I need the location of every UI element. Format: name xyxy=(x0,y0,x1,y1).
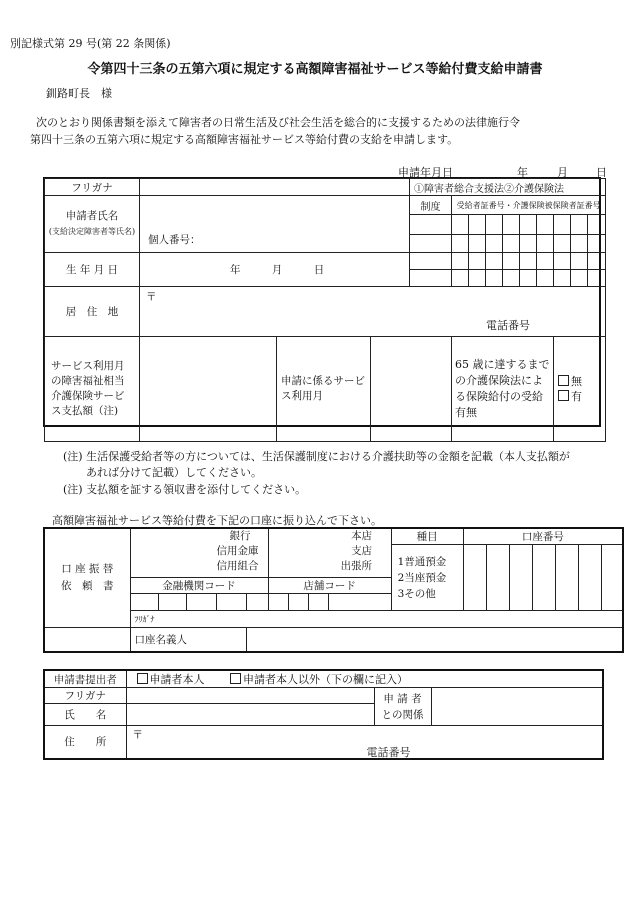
cert-digit[interactable] xyxy=(486,253,503,270)
submitter-postal-mark: 〒 xyxy=(132,729,143,741)
cert-digit[interactable] xyxy=(588,235,606,253)
form-number: 別記様式第 29 号(第 22 条関係) xyxy=(10,37,171,50)
bank-code-spacer xyxy=(246,594,268,611)
account-digit[interactable] xyxy=(601,545,623,611)
cert-digit[interactable] xyxy=(520,270,537,287)
cert-digit[interactable] xyxy=(554,253,571,270)
submitter-phone-label: 電話番号 xyxy=(366,746,411,759)
account-digit[interactable] xyxy=(578,545,601,611)
cert-digit[interactable] xyxy=(537,215,554,235)
branch-shiten: 支店 xyxy=(351,545,373,557)
branch-honten: 本店 xyxy=(351,530,373,542)
bank-type-ginko: 銀行 xyxy=(229,530,251,542)
address-field[interactable] xyxy=(140,287,606,337)
birthdate-label: 生 年 月 日 xyxy=(45,253,140,287)
option-none[interactable] xyxy=(558,374,605,389)
transfer-label-1: 口 座 振 替 xyxy=(61,563,114,575)
applicant-name-field[interactable] xyxy=(140,196,410,253)
birth-year: 年 xyxy=(230,264,241,276)
account-type-3[interactable]: 3その他 xyxy=(397,587,436,600)
relation-label xyxy=(374,688,431,726)
cert-digit[interactable] xyxy=(537,235,554,253)
relation-field[interactable] xyxy=(431,688,603,726)
bank-code-digit[interactable] xyxy=(130,594,158,611)
cert-digit[interactable] xyxy=(571,235,588,253)
bank-code-digit[interactable] xyxy=(216,594,246,611)
submitter-furigana-field[interactable] xyxy=(126,688,374,704)
service-month-field[interactable] xyxy=(371,337,452,442)
cert-digit[interactable] xyxy=(520,253,537,270)
address-label: 居 住 地 xyxy=(45,287,140,337)
application-date-label: 申請年月日 xyxy=(398,166,453,179)
option-self-label: 申請者本人 xyxy=(149,673,205,686)
type-header: 種目 xyxy=(391,528,463,545)
branch-name-field[interactable] xyxy=(268,528,391,578)
cert-digit[interactable] xyxy=(588,270,606,287)
date-day: 日 xyxy=(596,166,607,179)
cert-digit[interactable] xyxy=(469,270,486,287)
cert-digit[interactable] xyxy=(503,270,520,287)
seido-cell-2[interactable] xyxy=(410,235,452,253)
seido-cell-4[interactable] xyxy=(410,270,452,287)
addressee: 釧路町長 様 xyxy=(46,87,112,100)
option-none-label: 無 xyxy=(571,375,583,388)
account-type-options xyxy=(391,545,463,611)
cert-digit[interactable] xyxy=(452,253,469,270)
cert-digit[interactable] xyxy=(571,253,588,270)
relation-label-2: との関係 xyxy=(381,708,424,721)
submitter-address-field[interactable] xyxy=(126,726,603,759)
cert-digit[interactable] xyxy=(537,270,554,287)
law-selection: ①障害者総合支援法②介護保険法 xyxy=(410,179,606,196)
cert-digit[interactable] xyxy=(588,215,606,235)
submitter-address-label: 住 所 xyxy=(44,726,126,759)
cert-digit[interactable] xyxy=(520,215,537,235)
option-have[interactable] xyxy=(558,389,605,404)
relation-label-1: 申 請 者 xyxy=(383,692,422,705)
intro-line-2: 第四十三条の五第六項に規定する高額障害福祉サービス等給付費の支給を申請します。 xyxy=(30,133,459,146)
bank-code-header: 金融機関コード xyxy=(130,578,268,594)
submitter-furigana-label: フリガナ xyxy=(44,688,126,704)
bank-label-spacer xyxy=(44,628,130,652)
cert-digit[interactable] xyxy=(571,215,588,235)
cert-digit[interactable] xyxy=(537,253,554,270)
cert-digit[interactable] xyxy=(554,215,571,235)
submitter-table xyxy=(43,669,604,760)
account-digit[interactable] xyxy=(463,545,486,611)
submitter-label: 申請書提出者 xyxy=(44,670,126,688)
cert-digit[interactable] xyxy=(486,235,503,253)
account-number-header: 口座番号 xyxy=(463,528,623,545)
cert-digit[interactable] xyxy=(520,235,537,253)
date-month: 月 xyxy=(557,166,568,179)
account-type-2[interactable]: 2当座預金 xyxy=(397,571,447,584)
option-other-label: 申請者本人以外（下の欄に記入） xyxy=(243,673,408,686)
bank-code-digit[interactable] xyxy=(186,594,216,611)
date-year: 年 xyxy=(517,166,528,179)
cert-digit[interactable] xyxy=(452,235,469,253)
holder-name-field[interactable] xyxy=(246,628,623,652)
submitter-name-field[interactable] xyxy=(126,704,374,726)
individual-number-label: 個人番号： xyxy=(148,234,201,246)
age65-options xyxy=(554,337,606,442)
seido-cell-1[interactable] xyxy=(410,215,452,235)
submitter-name-label: 氏 名 xyxy=(44,704,126,726)
cert-digit[interactable] xyxy=(469,215,486,235)
bank-code-digit[interactable] xyxy=(158,594,186,611)
branch-code-digit[interactable] xyxy=(288,594,308,611)
transfer-request-label xyxy=(44,528,130,628)
phone-label: 電話番号 xyxy=(486,319,530,332)
holder-label: 口座名義人 xyxy=(130,628,246,652)
applicant-table xyxy=(44,178,606,442)
cert-digit[interactable] xyxy=(452,215,469,235)
account-digit[interactable] xyxy=(509,545,532,611)
bank-lead: 高額障害福祉サービス等給付費を下記の口座に振り込んで下さい。 xyxy=(52,514,382,527)
account-digit[interactable] xyxy=(555,545,578,611)
postal-mark: 〒 xyxy=(146,291,157,303)
birthdate-field[interactable] xyxy=(140,253,410,287)
seido-cell-3[interactable] xyxy=(410,253,452,270)
birth-day: 日 xyxy=(313,264,325,276)
cert-digit[interactable] xyxy=(554,235,571,253)
birth-month: 月 xyxy=(271,264,283,276)
cert-digit[interactable] xyxy=(486,270,503,287)
name-sub-label: (支給決定障害者等氏名) xyxy=(48,227,136,236)
cert-digit[interactable] xyxy=(554,270,571,287)
cert-digit[interactable] xyxy=(486,215,503,235)
bank-table xyxy=(43,527,624,653)
note-1a: (注) 生活保護受給者等の方については、生活保護制度における介護扶助等の金額を記載（本人支払額が xyxy=(63,450,570,463)
branch-code-digit[interactable] xyxy=(308,594,328,611)
bank-type-kumiai: 信用組合 xyxy=(216,560,259,572)
checkbox-have[interactable] xyxy=(558,390,569,401)
applicant-name-label xyxy=(45,196,140,253)
cert-digit[interactable] xyxy=(503,253,520,270)
cert-digit[interactable] xyxy=(571,270,588,287)
bank-name-field[interactable] xyxy=(130,528,268,578)
branch-shucchojo: 出張所 xyxy=(340,560,373,572)
form-title: 令第四十三条の五第六項に規定する高額障害福祉サービス等給付費支給申請書 xyxy=(87,62,543,77)
service-amount-field[interactable] xyxy=(140,337,277,442)
holder-furigana-row[interactable] xyxy=(130,611,623,628)
account-digit[interactable] xyxy=(486,545,509,611)
checkbox-self[interactable] xyxy=(137,673,148,684)
note-1b: あれば分けて記載）してください。 xyxy=(86,466,262,479)
holder-furigana-label: ﾌﾘｶﾞﾅ xyxy=(134,614,155,624)
note-2: (注) 支払額を証する領収書を添付してください。 xyxy=(63,483,307,496)
account-digit[interactable] xyxy=(532,545,555,611)
option-have-label: 有 xyxy=(571,390,583,403)
cert-digit[interactable] xyxy=(452,270,469,287)
cert-number-header: 受給者証番号・介護保険被保険者証番号 xyxy=(452,196,606,215)
service-month-label: 申請に係るサービス利用月 xyxy=(277,337,371,442)
branch-code-spacer xyxy=(328,594,391,611)
furigana-label: フリガナ xyxy=(45,179,140,196)
seido-header: 制度 xyxy=(410,196,452,215)
transfer-label-2: 依 頼 書 xyxy=(61,580,114,592)
submitter-options xyxy=(126,670,603,688)
bank-type-kinko: 信用金庫 xyxy=(216,545,259,557)
branch-code-header: 店舗コード xyxy=(268,578,391,594)
cert-digit[interactable] xyxy=(588,253,606,270)
furigana-field[interactable] xyxy=(140,179,410,196)
branch-code-digit[interactable] xyxy=(268,594,288,611)
cert-digit[interactable] xyxy=(503,235,520,253)
checkbox-none[interactable] xyxy=(558,375,569,386)
intro-line-1: 次のとおり関係書類を添えて障害者の日常生活及び社会生活を総合的に支援するための法律施行令 xyxy=(36,116,520,129)
cert-digit[interactable] xyxy=(503,215,520,235)
account-type-1[interactable]: 1普通預金 xyxy=(397,555,447,568)
cert-digit[interactable] xyxy=(469,235,486,253)
checkbox-other[interactable] xyxy=(230,673,241,684)
age65-label: 65 歳に達するまでの介護保険法による保険給付の受給有無 xyxy=(452,337,554,442)
cert-digit[interactable] xyxy=(469,253,486,270)
service-amount-label: サービス利用月の障害福祉相当介護保険サービス支払額（注) xyxy=(45,337,140,442)
name-label-text: 申請者氏名 xyxy=(65,210,119,222)
